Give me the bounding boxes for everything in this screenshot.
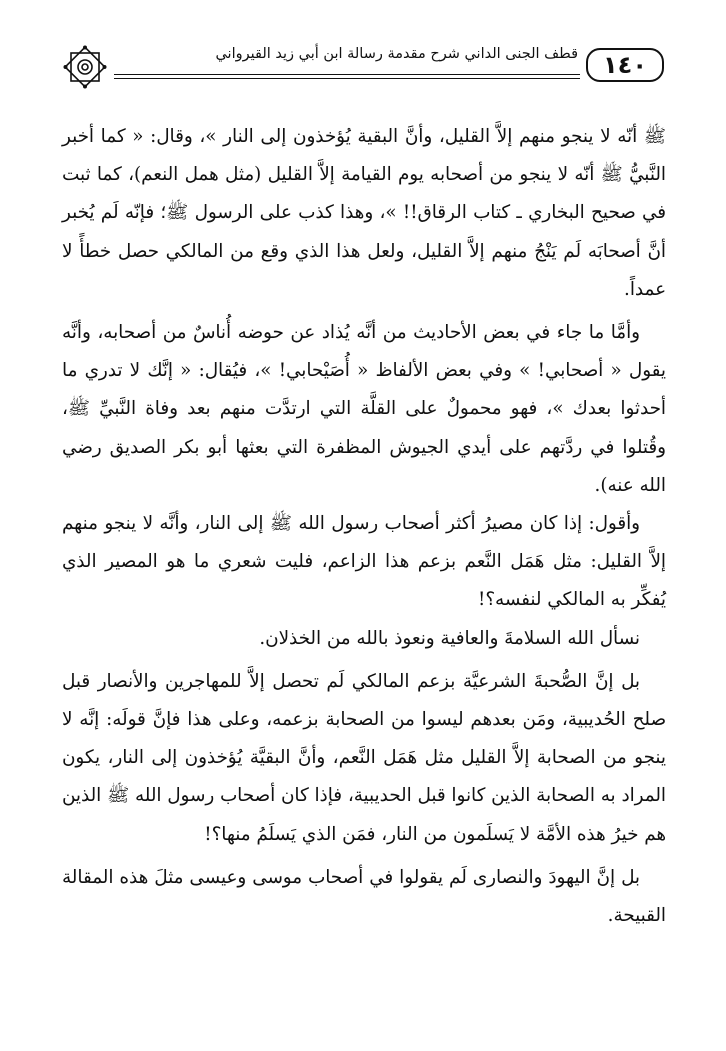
paragraph-1: ﷺ أنّه لا ينجو منهم إلاَّ القليل، وأنَّ البقية يُؤخذون إلى النار »، وقال: « كما أخبر النَّبيُّ ﷺ أنّه لا ينجو من أصحابه يوم القيامة إلاَّ القليل (مثل همل النعم)، كما ثبت في صحيح البخاري ـ كتاب الرقاق!! »، وهذا كذب على الرسول ﷺ؛ فإنّه لَم يُخبر أنَّ أصحابَه لَم يَنْجُ منهم إلاَّ القليل، ولعل هذا الذي وقع من المالكي حصل خطأً لا عمداً.: [62, 126, 666, 300]
paragraph-3: وأقول: إذا كان مصيرُ أكثر أصحاب رسول الله ﷺ إلى النار، وأنَّه لا ينجو منهم إلاَّ القليل: مثل هَمَل النَّعم بزعم هذا الزاعم، فليت شعري ما هو المصير الذي يُفكِّر به المالكي لنفسه؟!: [62, 513, 666, 611]
paragraph-2: وأمَّا ما جاء في بعض الأحاديث من أنَّه يُذاد عن حوضه أُناسٌ من أصحابه، وأنَّه يقول « أصحابي! » وفي بعض الألفاظ « أُصَيْحابي! »، فيُقال: « إنَّك لا تدري ما أحدثوا بعدك »، فهو محمولٌ على القلَّة التي ارتدَّت منهم بعد وفاة النَّبيِّ ﷺ، وقُتلوا في ردَّتهم على أيدي الجيوش المظفرة التي بعثها أبو بكر الصديق رضي الله عنه).: [62, 322, 666, 496]
running-title: قطف الجنى الداني شرح مقدمة رسالة ابن أبي زيد القيرواني: [215, 46, 578, 62]
paragraph-4: نسأل الله السلامةَ والعافية ونعوذ بالله من الخذلان.: [259, 627, 640, 649]
page-number: ١٤٠: [586, 48, 664, 82]
page-header: [62, 44, 664, 88]
page-body: [62, 118, 666, 935]
paragraph-6: بل إنَّ اليهودَ والنصارى لَم يقولوا في أصحاب موسى وعيسى مثلَ هذه المقالة القبيحة.: [62, 866, 666, 927]
star-ornament-icon: [62, 44, 108, 90]
paragraph-5: بل إنَّ الصُّحبةَ الشرعيَّة بزعم المالكي لَم تحصل إلاَّ للمهاجرين والأنصار قبل صلح الحُديبية، ومَن بعدهم ليسوا من الصحابة بزعمه، وعلى هذا فإنَّ قولَه: إنَّه لا ينجو من الصحابة إلاَّ القليل مثل هَمَل النَّعم، وأنَّ البقيَّة يُؤخذون إلى النار، يكون المراد به الصحابة الذين كانوا قبل الحديبية، فإذا كان أصحاب رسول الله ﷺ الذين هم خيرُ هذه الأمَّة لا يَسلَمون من النار، فمَن الذي يَسلَمُ منها؟!: [62, 670, 666, 845]
header-rule: [114, 74, 580, 75]
header-rule-thin: [114, 78, 580, 79]
